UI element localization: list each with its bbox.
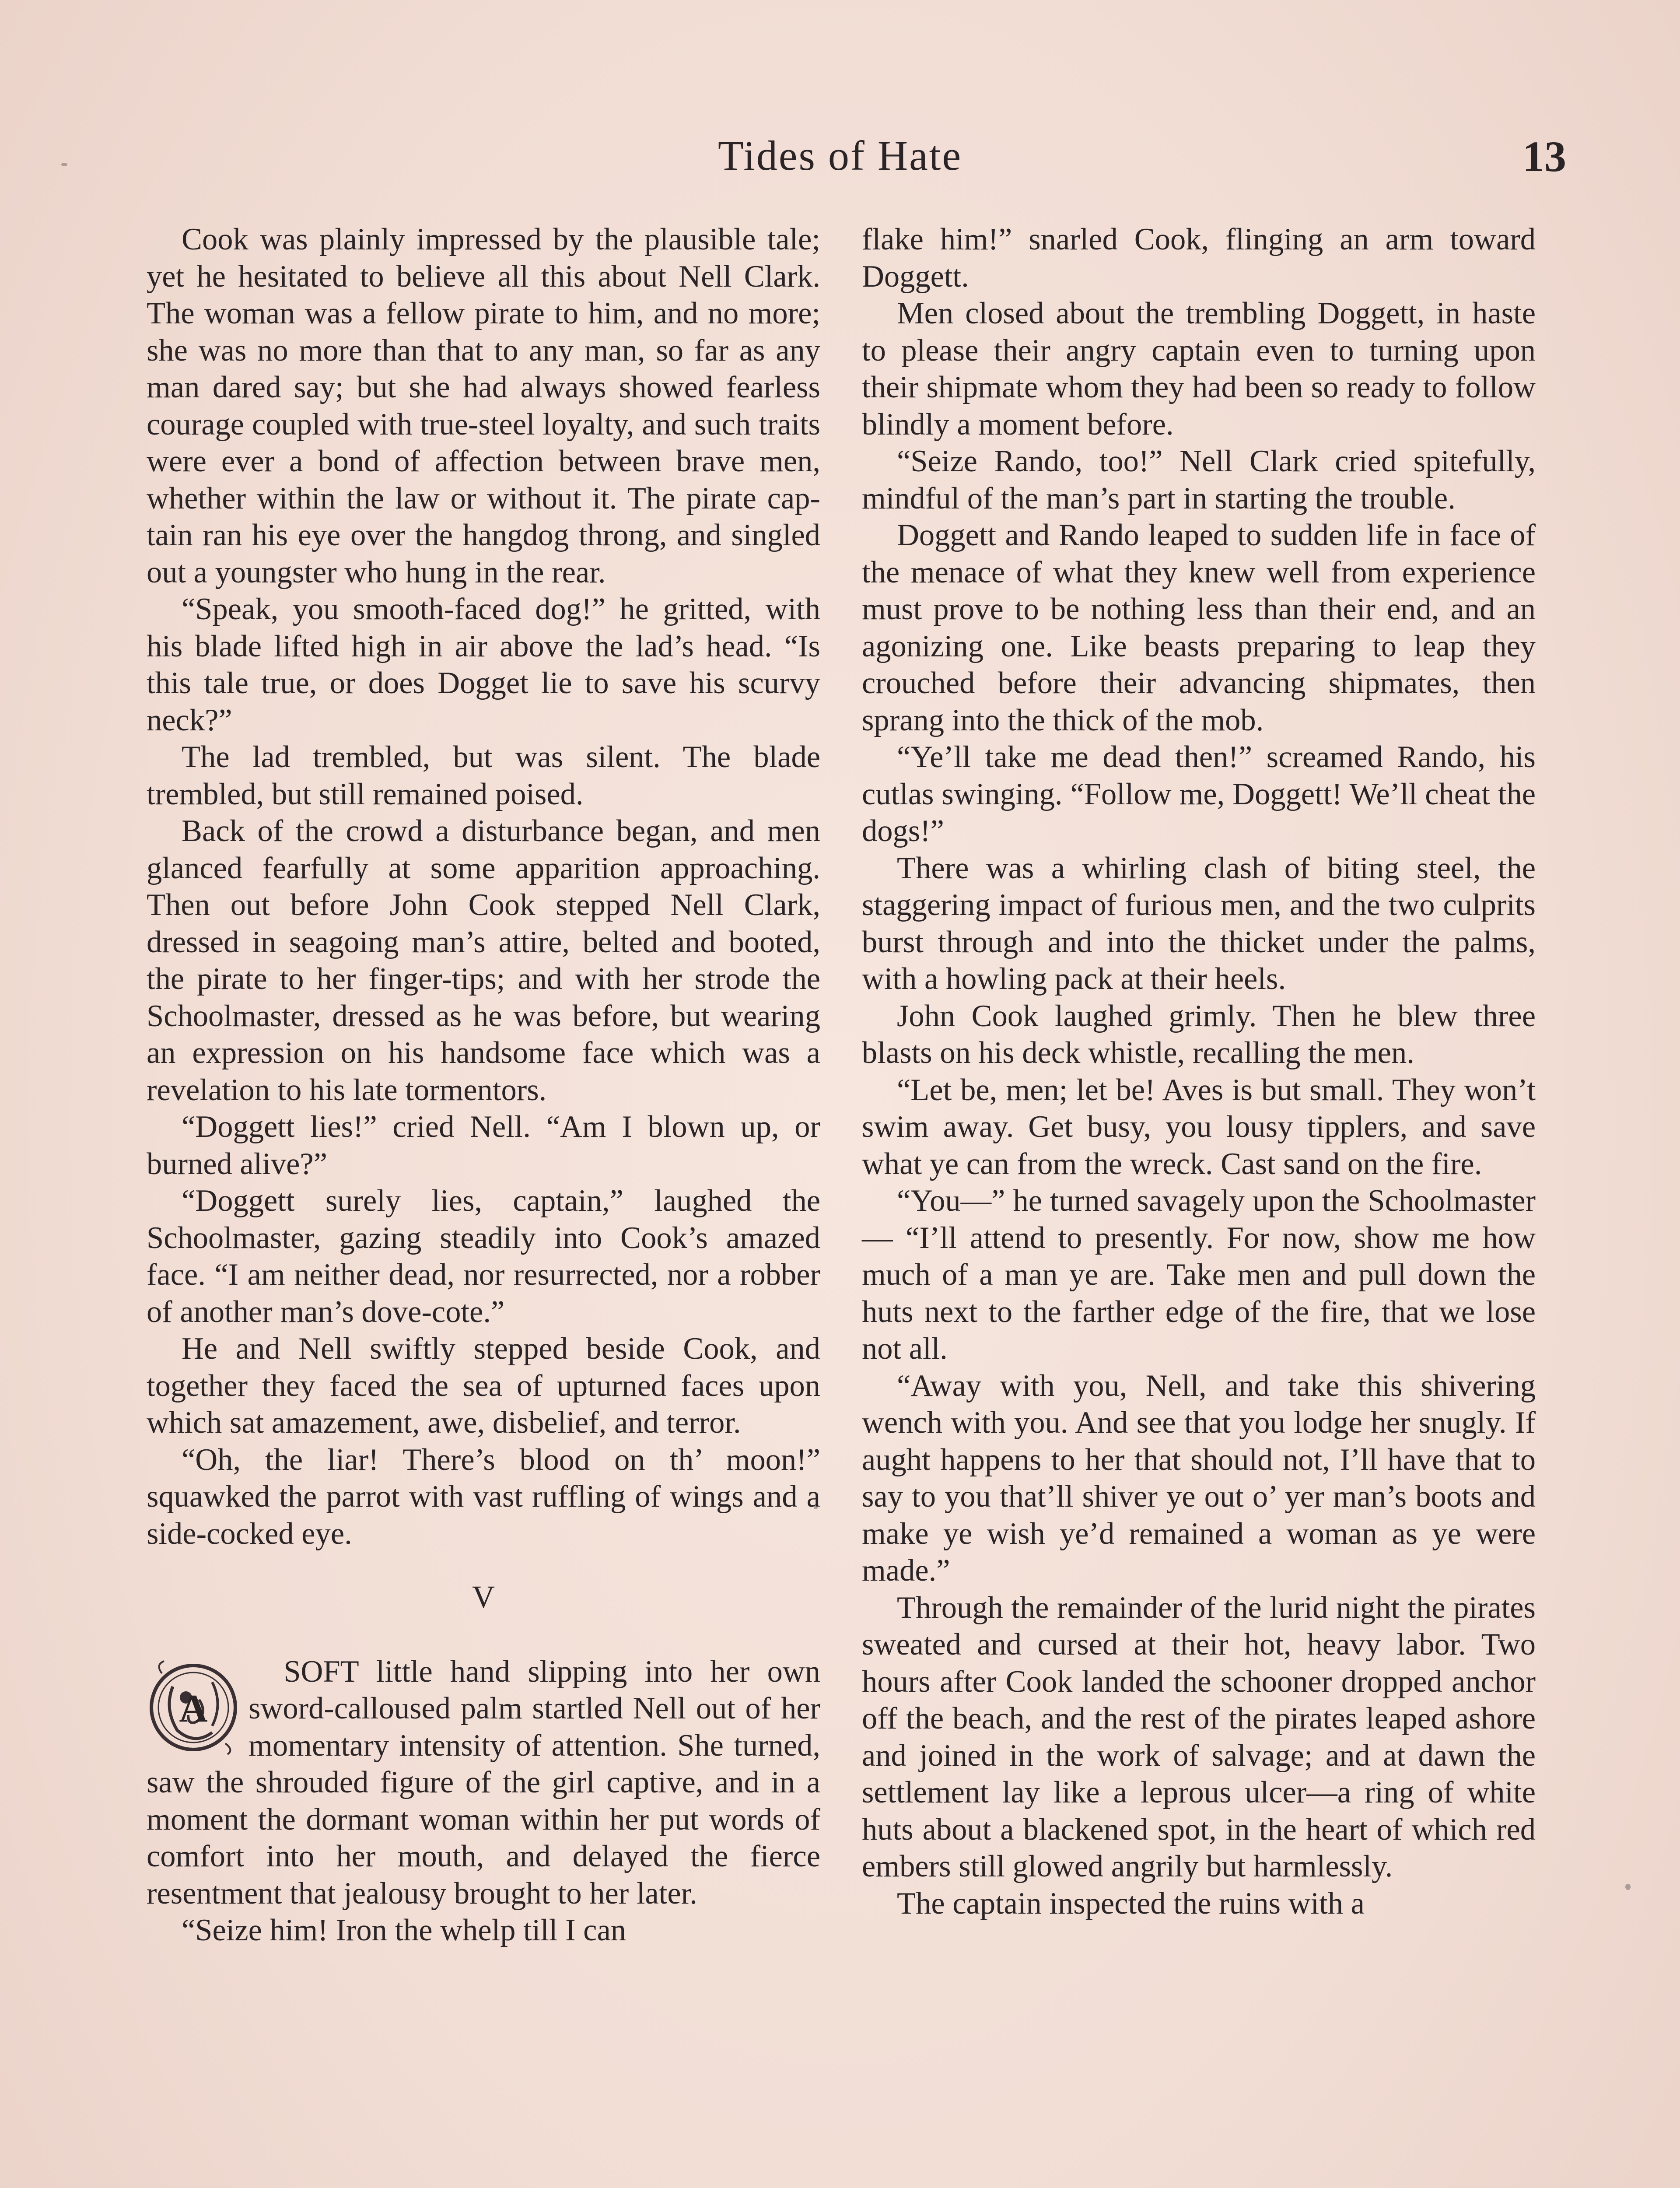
paragraph: Doggett and Rando leaped to sudden life in face of the menace of what they knew well from experience must prove to be nothing less than their end, and an agonizing one. Like beasts preparing to leap they crouched before their advancing shipmates, then sprang into the thick of the mob.	[862, 518, 1536, 737]
paragraph: “Doggett surely lies, captain,” laughed the Schoolmaster, gazing steadily into Cook’s amazed face. “I am neither dead, nor resurrected, nor a robber of another man’s dove-cote.”	[147, 1184, 820, 1329]
paragraph: “Speak, you smooth-faced dog!” he gritted, with his blade lifted high in air above the lad’s head. “Is this tale true, or does Dogget lie to save his scurvy neck?”	[147, 592, 820, 737]
continuation-paragraph: flake him!” snarled Cook, flinging an arm toward Doggett.	[862, 222, 1536, 294]
paragraph: He and Nell swiftly stepped beside Cook, and together they faced the sea of upturned faces upon which sat amazement, awe, disbelief, and terror.	[147, 1332, 820, 1440]
right-column	[862, 221, 1536, 1922]
paragraph: “Oh, the liar! There’s blood on th’ moon!” squawked the parrot with vast ruffling of wings and a side-cocked eye.	[147, 1442, 820, 1551]
paragraph: The captain inspected the ruins with a	[897, 1886, 1365, 1921]
paragraph: The lad trembled, but was silent. The blade trembled, but still remained poised.	[147, 740, 820, 811]
dropcap-paragraph-text: SOFT little hand slipping into her own sword-calloused palm startled Nell out of her momentary intensity of attention. She turned, saw the shrouded figure of the girl captive, and in a moment the dormant woman within her put words of comfort into her mouth, and delayed the fierce resentment that jealousy brought to her later.	[147, 1654, 820, 1911]
paragraph: “Seize him! Iron the whelp till I can	[182, 1913, 626, 1947]
section-heading: V	[472, 1579, 495, 1614]
paragraph: “Doggett lies!” cried Nell. “Am I blown up, or burned alive?”	[147, 1110, 820, 1181]
left-column	[147, 221, 820, 1949]
paragraph: “Let be, men; let be! Aves is but small. They won’t swim away. Get busy, you lousy tipplers, and save what ye can from the wreck. Cast sand on the fire.	[862, 1073, 1536, 1181]
paragraph: “Ye’ll take me dead then!” screamed Rando, his cutlas swinging. “Follow me, Doggett! We’ll cheat the dogs!”	[862, 740, 1536, 848]
paragraph: “You—” he turned savagely upon the Schoolmaster— “I’ll attend to presently. For now, show me how much of a man ye are. Take men and pull down the huts next to the farther edge of the fire, that we lose not all.	[862, 1184, 1536, 1366]
svg-text:A: A	[179, 1687, 208, 1730]
paragraph: “Seize Rando, too!” Nell Clark cried spitefully, mindful of the man’s part in starting the trouble.	[862, 444, 1536, 515]
running-header	[0, 131, 1680, 188]
paragraph: Through the remainder of the lurid night the pirates sweated and cursed at their hot, heavy labor. Two hours after Cook landed the schooner dropped anchor off the beach, and the rest of the pirates leaped ashore and joined in the work of salvage; and at dawn the settlement lay like a leprous ulcer—a ring of white huts about a blackened spot, in the heart of which red embers still glowed angrily but harmlessly.	[862, 1590, 1536, 1883]
paragraph: “Away with you, Nell, and take this shivering wench with you. And see that you lodge her snugly. If aught happens to her that should not, I’ll have that to say to you that’ll shiver ye out o’ yer man’s boots and make ye wish ye’d remained a woman as ye were made.”	[862, 1368, 1536, 1588]
page-number: 13	[1522, 132, 1566, 181]
paragraph: John Cook laughed grimly. Then he blew three blasts on his deck whistle, recalling the men.	[862, 999, 1536, 1070]
dropcap-paragraph	[147, 1653, 820, 1912]
paragraph: Cook was plainly impressed by the plausible tale; yet he hesitated to believe all this about Nell Clark. The woman was a fellow pirate to him, and no more; she was no more than that to any man, so far as any man dared say; but she had always showed fearless courage coupled with true-steel loyalty, and such traits were ever a bond of affection between brave men, whether within the law or without it. The pirate captain ran his eye over the hangdog throng, and singled out a youngster who hung in the rear.	[147, 222, 820, 589]
paragraph: Back of the crowd a disturbance began, and men glanced fearfully at some apparition approaching. Then out before John Cook stepped Nell Clark, dressed in seagoing man’s attire, belted and booted, the pirate to her finger-tips; and with her strode the Schoolmaster, dressed as he was before, but wearing an expression on his handsome face which was a revelation to his late tormentors.	[147, 814, 820, 1107]
running-title: Tides of Hate	[718, 132, 962, 179]
paragraph: There was a whirling clash of biting steel, the staggering impact of furious men, and the two culprits burst through and into the thicket under the palms, with a howling pack at their heels.	[862, 851, 1536, 996]
paper-speck	[1625, 1884, 1631, 1890]
dropcap-ornament-icon	[147, 1656, 241, 1759]
paragraph: Men closed about the trembling Doggett, in haste to please their angry captain even to turning upon their shipmate whom they had been so ready to follow blindly a moment before.	[862, 296, 1536, 442]
